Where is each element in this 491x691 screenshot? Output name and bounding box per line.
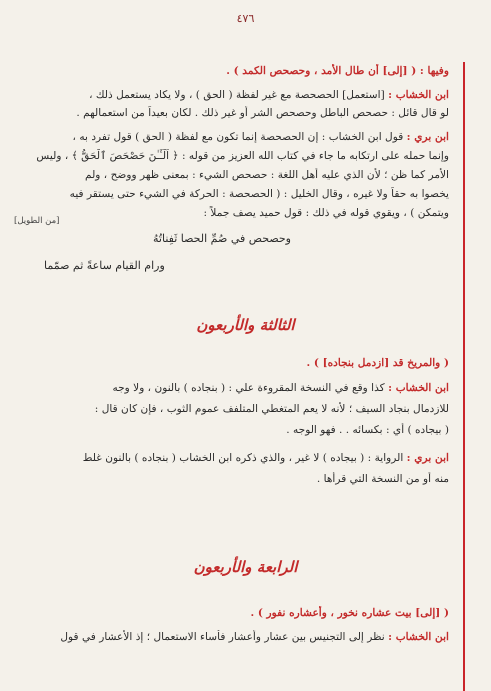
- speaker-label: ابن الخشاب :: [388, 89, 449, 101]
- verse-hemistich-second: ورام القيام ساعةً ثم صمّما: [44, 259, 165, 272]
- section-heading: الثالثة والأربعون: [196, 316, 295, 334]
- paragraph-text: الرواية : ( بيجاده ) لا غير ، والذي ذكره ابن الخشاب ( بنجاده ) بالنون غلط: [82, 452, 404, 464]
- paragraph-text: [استعمل] الحصحصة مع غير لفظة ( الحق ) ، ولا يكاد يستعمل ذلك ،: [89, 89, 385, 101]
- paragraph-line: ويتمكن ) ، ويقوي قوله في ذلك : قول حميد يصف جملاً :: [203, 207, 449, 219]
- meter-label: [من الطويل]: [14, 216, 60, 226]
- section-heading: الرابعة والأربعون: [193, 558, 298, 576]
- speaker-label: ابن بري :: [406, 131, 449, 143]
- paragraph-line: الأمر كما ظن ؛ لأن الذي عليه أهل اللغة : حصحص الشيء : بمعنى ظهر ووضح ، ولم: [85, 169, 449, 181]
- paragraph-line: لو قال قائل : حصحص الباطل وحصحص الشر أو غير ذلك . لكان بعيداً من استعمالهم .: [76, 107, 449, 119]
- speaker-label: ابن بري :: [406, 452, 449, 464]
- verse-hemistich-first: وحصحص في صُمِّ الحصا ثَفِناتُهُ: [153, 232, 291, 245]
- paragraph-line: [30, 381, 449, 395]
- page-frame-rule: [463, 62, 465, 691]
- paragraph-line: [30, 130, 449, 144]
- paragraph-line: وإنما حمله على ارتكابه ما جاء في كتاب الله العزيز من قوله : ﴿ اَلْـَٔـٰنَ حَصْحَصَ ٱلْحَقُّ ﴾ ، وليس: [36, 150, 449, 162]
- quoted-verse-line: ( والمريخ قد [ازدمل بنجاده] ) .: [306, 357, 449, 369]
- speaker-label: ابن الخشاب :: [388, 382, 449, 394]
- paragraph-text: كذا وقع في النسخة المقروءة علي : ( بنجاده ) بالنون ، ولا وجه: [112, 382, 385, 394]
- page-number: ٤٧٦: [236, 12, 255, 25]
- paragraph-line: منه أو من النسخة التي قرأها .: [316, 473, 449, 485]
- quoted-verse-line: وفيها : ( [إلى] أن طال الأمد ، وحصحص الكمد ) .: [226, 65, 449, 77]
- paragraph-line: للازدمال بنجاد السيف ؛ لأنه لا يعم المتغطي المتلفف عموم الثوب ، فإن كان قال :: [94, 403, 449, 415]
- paragraph-line: [30, 630, 449, 644]
- paragraph-line: ( بيجاده ) أي : بكسائه . . فهو الوجه .: [286, 424, 449, 436]
- speaker-label: ابن الخشاب :: [388, 631, 449, 643]
- paragraph-line: يخصوا به حقاً ولا غيره ، وقال الخليل : ( الحصحصة : الحركة في الشيء حتى يستقر فيه: [69, 188, 449, 200]
- paragraph-line: [30, 451, 449, 465]
- paragraph-line: [30, 88, 449, 102]
- paragraph-text: نظر إلى التجنيس بين عشار وأعشار فأساء الاستعمال ؛ إذ الأعشار في قول: [60, 631, 385, 643]
- paragraph-text: قول ابن الخشاب : إن الحصحصة إنما تكون مع لفظة ( الحق ) قول تفرد به ،: [72, 131, 404, 143]
- quoted-verse-line: ( [إلى] بيت عشاره نخور ، وأعشاره نفور ) .: [250, 607, 449, 619]
